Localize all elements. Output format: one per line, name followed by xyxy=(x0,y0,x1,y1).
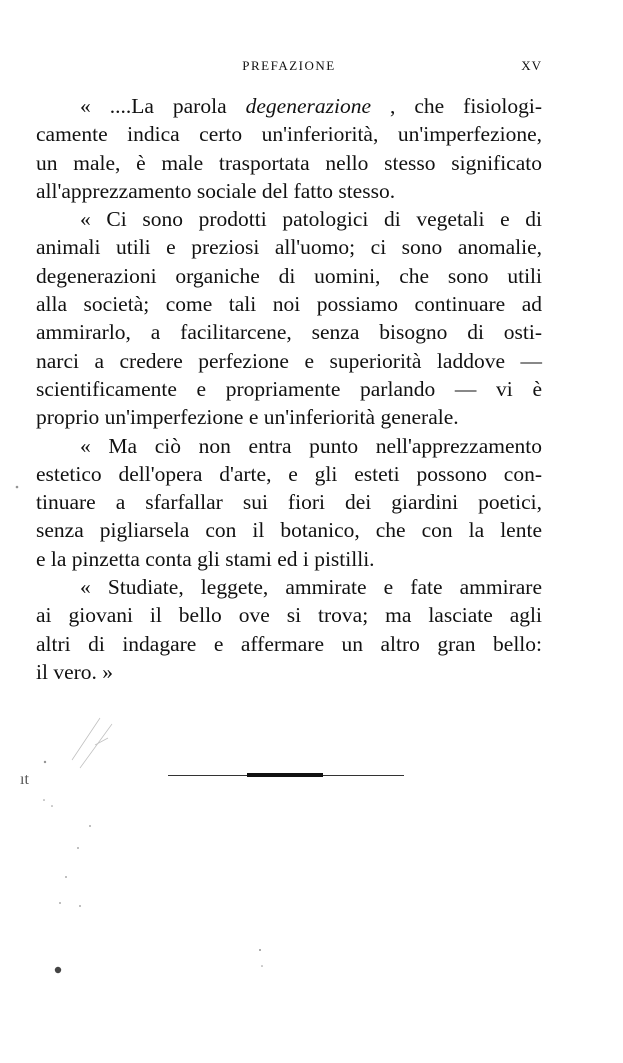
text-line xyxy=(36,488,542,516)
text-line xyxy=(36,630,542,658)
paragraph xyxy=(36,205,542,431)
text-line xyxy=(36,205,542,233)
text-run: « Studiate, leggete, ammirate e fate ammirare xyxy=(80,575,542,600)
text-run: all'apprezzamento sociale del fatto stesso. xyxy=(36,178,396,203)
text-run: ammirarlo, a facilitarcene, senza bisogno di osti- xyxy=(36,320,542,345)
ink-blot xyxy=(55,967,61,973)
text-line xyxy=(36,318,542,346)
text-line xyxy=(36,92,542,120)
text-run: il vero. » xyxy=(36,659,114,684)
text-line xyxy=(36,347,542,375)
text-run: senza pigliarsela con il botanico, che con la lente xyxy=(36,518,542,543)
text-run: , che fisiologi- xyxy=(371,94,542,118)
paragraph xyxy=(36,432,542,573)
text-line xyxy=(36,545,542,573)
text-line xyxy=(36,432,542,460)
text-run: estetico dell'opera d'arte, e gli esteti possono con- xyxy=(36,461,542,486)
text-run: « ....La parola xyxy=(80,94,246,118)
text-run: narci a credere perfezione e superiorità laddove — xyxy=(36,348,542,373)
text-line xyxy=(36,233,542,261)
text-line xyxy=(36,516,542,544)
paragraph xyxy=(36,573,542,686)
text-run: altri di indagare e affermare un altro gran bello: xyxy=(36,631,542,656)
running-title: PREFAZIONE xyxy=(242,58,336,73)
text-run: un male, è male trasportata nello stesso significato xyxy=(36,150,542,175)
text-line xyxy=(36,573,542,601)
text-line xyxy=(36,460,542,488)
italic-term: degenerazione xyxy=(245,94,371,118)
text-line xyxy=(36,120,542,148)
text-line xyxy=(36,658,542,686)
text-line xyxy=(36,262,542,290)
text-run: degenerazioni organiche di uomini, che sono utili xyxy=(36,263,542,288)
text-line xyxy=(36,601,542,629)
text-run: animali utili e preziosi all'uomo; ci sono anomalie, xyxy=(36,235,542,260)
text-run: e la pinzetta conta gli stami ed i pistilli. xyxy=(36,546,375,571)
text-line xyxy=(36,403,542,431)
text-line xyxy=(36,290,542,318)
text-run: proprio un'imperfezione e un'inferiorità generale. xyxy=(36,405,459,430)
text-line xyxy=(36,177,542,205)
text-run: camente indica certo un'inferiorità, un'imperfezione, xyxy=(36,122,542,147)
running-head xyxy=(36,58,542,78)
text-run: « Ci sono prodotti patologici di vegetali e di xyxy=(80,207,542,232)
text-run: alla società; come tali noi possiamo continuare ad xyxy=(36,292,542,317)
text-run: scientificamente e propriamente parlando — vi è xyxy=(36,376,542,401)
margin-mark: ıt xyxy=(20,771,29,788)
body-text xyxy=(36,92,542,686)
text-line xyxy=(36,375,542,403)
text-line xyxy=(36,149,542,177)
end-rule-ornament xyxy=(247,773,323,777)
text-run: tinuare a sfarfallar sui fiori dei giardini poetici, xyxy=(36,490,542,515)
text-run: ai giovani il bello ove si trova; ma lasciate agli xyxy=(36,603,542,628)
text-run: « Ma ciò non entra punto nell'apprezzamento xyxy=(80,433,542,458)
page-number: XV xyxy=(521,58,542,73)
paragraph xyxy=(36,92,542,205)
